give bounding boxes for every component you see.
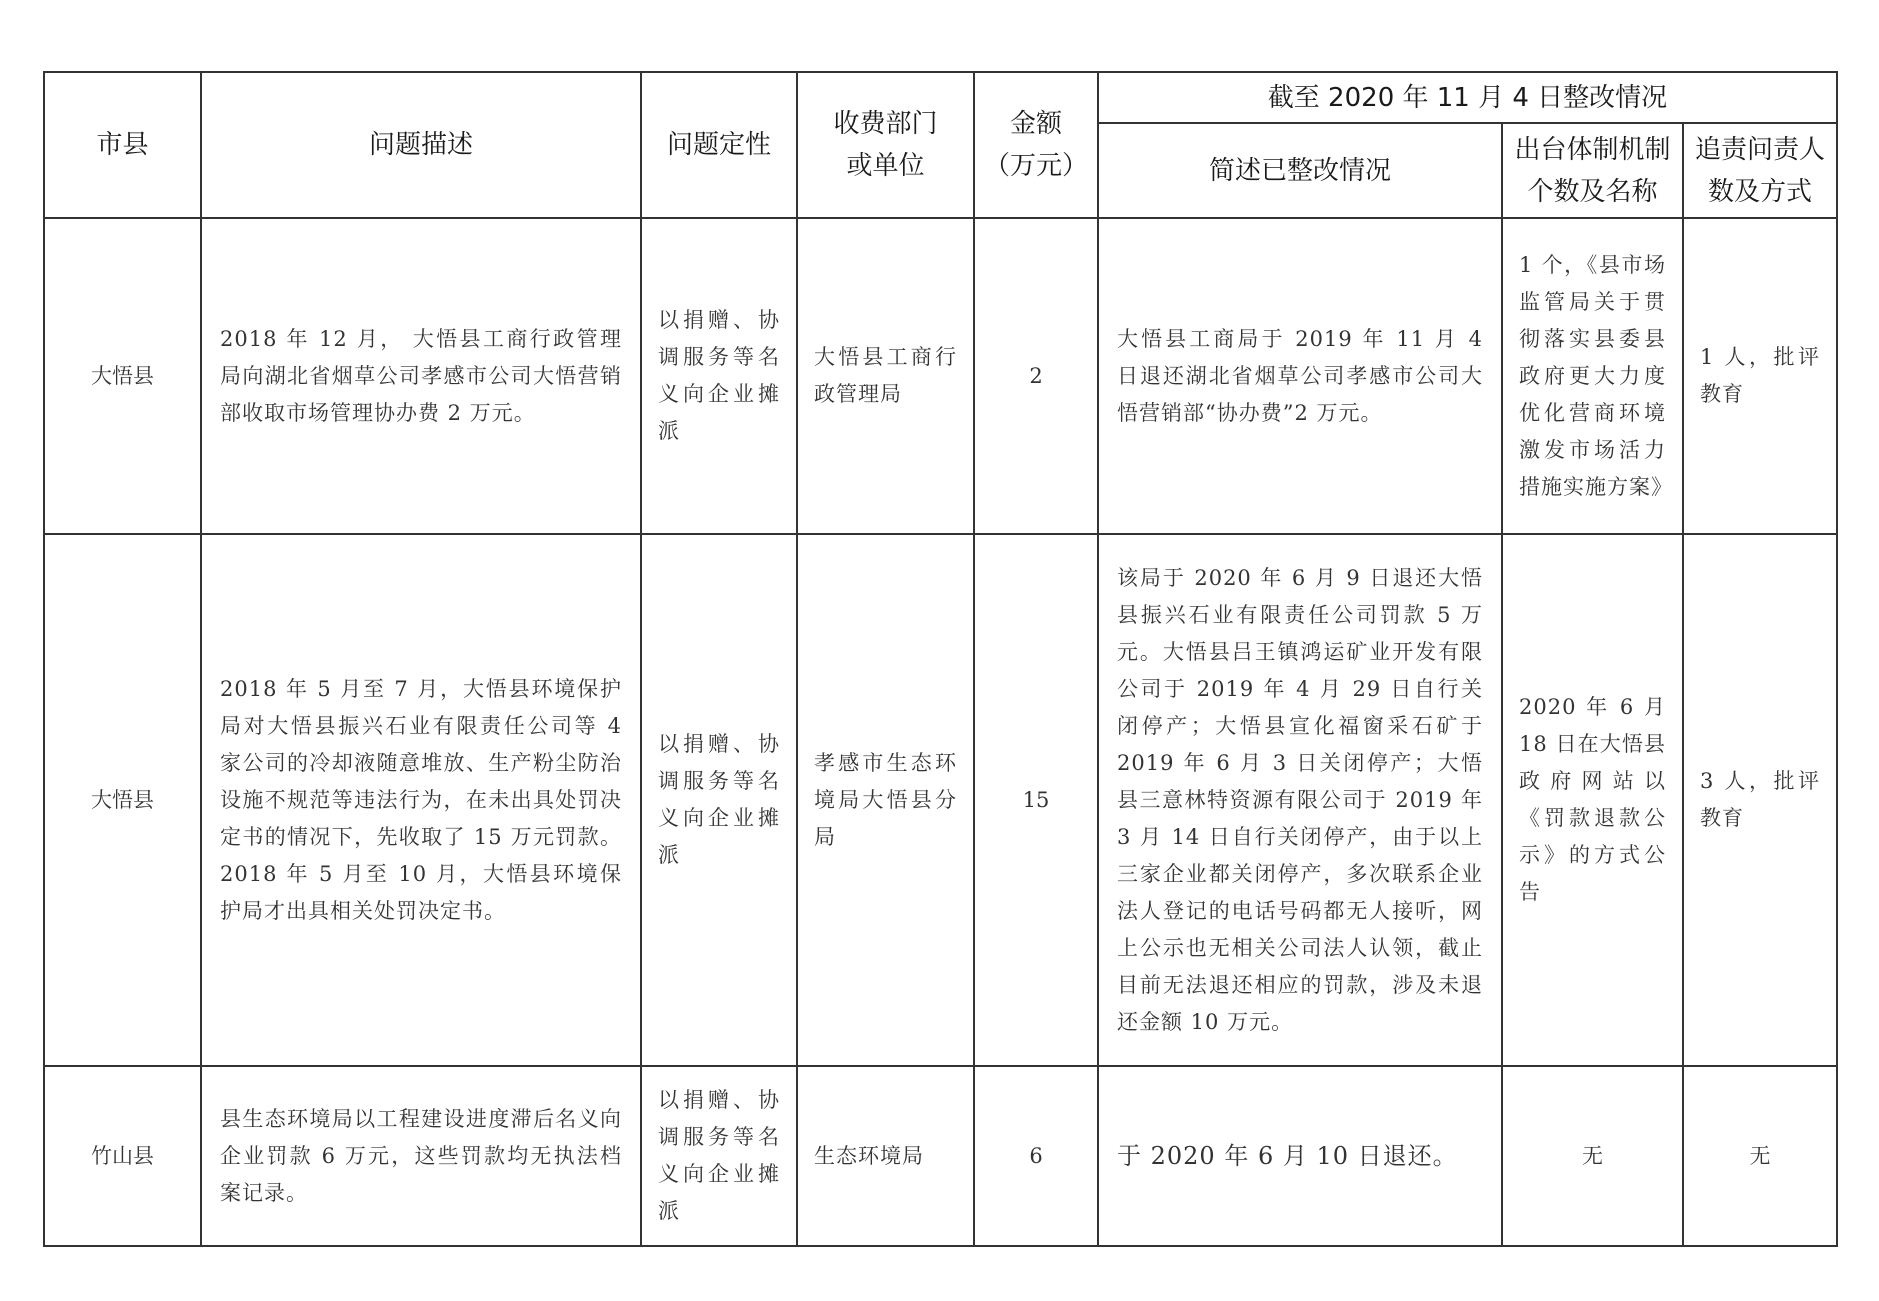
cell-department: 大悟县工商行政管理局 — [797, 218, 974, 534]
cell-mechanism: 1 个，《县市场监管局关于贯彻落实县委县政府更大力度优化营商环境激发市场活力措施实施方案》 — [1502, 218, 1683, 534]
cell-amount: 15 — [974, 534, 1098, 1066]
table-row — [44, 534, 1837, 1066]
header-rectification-group: 截至 2020 年 11 月 4 日整改情况 — [1098, 72, 1837, 123]
cell-description: 2018 年 12 月， 大悟县工商行政管理局向湖北省烟草公司孝感市公司大悟营销部收取市场管理协办费 2 万元。 — [201, 218, 641, 534]
cell-accountability: 无 — [1683, 1066, 1837, 1246]
table-row — [44, 1066, 1837, 1246]
cell-accountability: 1 人，批评教育 — [1683, 218, 1837, 534]
header-department — [797, 72, 974, 218]
cell-nature: 以捐赠、协调服务等名义向企业摊派 — [641, 218, 797, 534]
cell-mechanism: 2020 年 6 月 18 日在大悟县政府网站以《罚款退款公示》的方式公告 — [1502, 534, 1683, 1066]
cell-nature: 以捐赠、协调服务等名义向企业摊派 — [641, 534, 797, 1066]
header-amount — [974, 72, 1098, 218]
cell-description: 2018 年 5 月至 7 月，大悟县环境保护局对大悟县振兴石业有限责任公司等 4 家公司的冷却液随意堆放、生产粉尘防治设施不规范等违法行为，在未出具处罚决定书的情况下，先收取了 15 万元罚款。2018 年 5 月至 10 月，大悟县环境保护局才出具相关处罚决定书。 — [201, 534, 641, 1066]
cell-mechanism: 无 — [1502, 1066, 1683, 1246]
cell-nature: 以捐赠、协调服务等名义向企业摊派 — [641, 1066, 797, 1246]
header-accountability-line-2: 数及方式 — [1707, 176, 1812, 207]
rectification-table — [43, 71, 1838, 1247]
header-city: 市县 — [44, 72, 201, 218]
cell-amount: 6 — [974, 1066, 1098, 1246]
header-summary: 简述已整改情况 — [1098, 123, 1502, 218]
cell-city: 大悟县 — [44, 218, 201, 534]
cell-summary: 该局于 2020 年 6 月 9 日退还大悟县振兴石业有限责任公司罚款 5 万元。大悟县吕王镇鸿运矿业开发有限公司于 2019 年 4 月 29 日自行关闭停产；大悟县宣化福窗采石矿于 2019 年 6 月 3 日关闭停产；大悟县三意林特资源有限公司于 2019 年 3 月 14 日自行关闭停产，由于以上三家企业都关闭停产，多次联系企业法人登记的电话号码都无人接听，网上公示也无相关公司法人认领，截止目前无法退还相应的罚款，涉及未退还金额 10 万元。 — [1098, 534, 1502, 1066]
header-mechanism-line-2: 个数及名称 — [1527, 176, 1658, 207]
header-accountability — [1683, 123, 1837, 218]
cell-accountability: 3 人，批评教育 — [1683, 534, 1837, 1066]
cell-city: 竹山县 — [44, 1066, 201, 1246]
cell-city: 大悟县 — [44, 534, 201, 1066]
cell-summary: 于 2020 年 6 月 10 日退还。 — [1098, 1066, 1502, 1246]
header-nature: 问题定性 — [641, 72, 797, 218]
cell-summary: 大悟县工商局于 2019 年 11 月 4 日退还湖北省烟草公司孝感市公司大悟营销部“协办费”2 万元。 — [1098, 218, 1502, 534]
cell-department: 生态环境局 — [797, 1066, 974, 1246]
header-department-line-1: 收费部门 — [833, 109, 938, 139]
header-amount-line-2: （万元） — [983, 151, 1088, 181]
cell-amount: 2 — [974, 218, 1098, 534]
header-amount-line-1: 金额 — [1009, 109, 1062, 139]
header-mechanism — [1502, 123, 1683, 218]
header-department-line-2: 或单位 — [846, 151, 925, 181]
header-description: 问题描述 — [201, 72, 641, 218]
cell-department: 孝感市生态环境局大悟县分局 — [797, 534, 974, 1066]
header-mechanism-line-1: 出台体制机制 — [1514, 134, 1671, 165]
table-row — [44, 218, 1837, 534]
header-accountability-line-1: 追责问责人 — [1694, 134, 1825, 165]
cell-description: 县生态环境局以工程建设进度滞后名义向企业罚款 6 万元，这些罚款均无执法档案记录。 — [201, 1066, 641, 1246]
